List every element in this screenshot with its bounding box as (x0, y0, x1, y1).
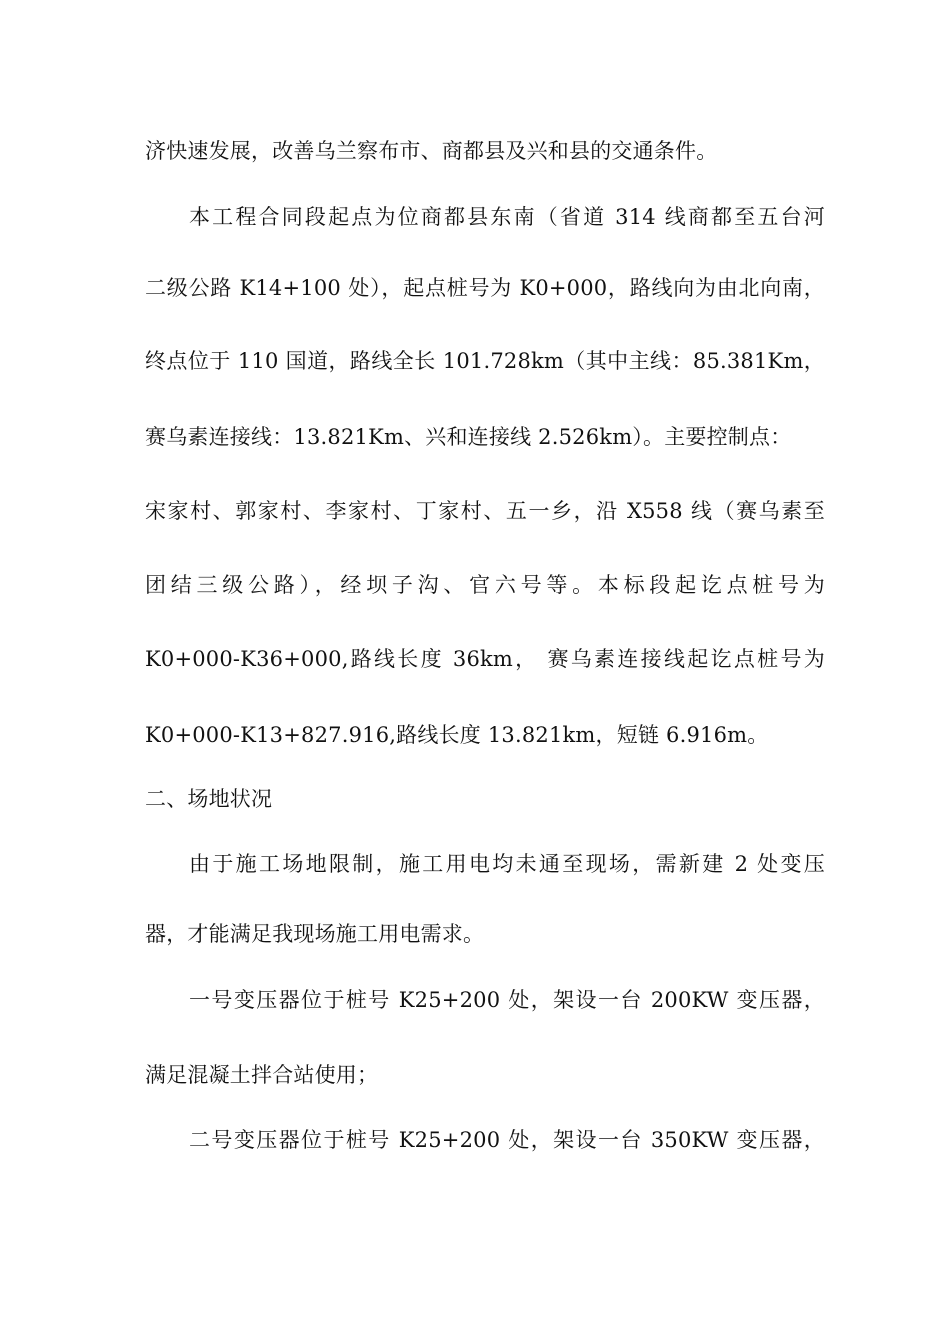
text-line-1: 济快速发展，改善乌兰察布市、商都县及兴和县的交通条件。 (145, 139, 718, 163)
text-line-4: 终点位于 110 国道，路线全长 101.728km（其中主线：85.381Km， (145, 349, 825, 373)
text-line-13: 一号变压器位于桩号 K25+200 处，架设一台 200KW 变压器， (189, 988, 825, 1012)
text-line-14: 满足混凝土拌合站使用； (145, 1063, 379, 1087)
text-line-15: 二号变压器位于桩号 K25+200 处，架设一台 350KW 变压器， (189, 1128, 825, 1152)
section-heading: 二、场地状况 (145, 787, 273, 811)
text-line-6: 宋家村、郭家村、李家村、丁家村、五一乡，沿 X558 线（赛乌素至 (145, 499, 825, 523)
text-line-5: 赛乌素连接线：13.821Km、兴和连接线 2.526km）。主要控制点： (145, 425, 792, 449)
text-line-2: 本工程合同段起点为位商都县东南（省道 314 线商都至五台河 (189, 205, 825, 229)
text-line-9: K0+000-K13+827.916,路线长度 13.821km，短链 6.916m。 (145, 723, 769, 747)
text-line-12: 器，才能满足我现场施工用电需求。 (145, 922, 485, 946)
text-line-11: 由于施工场地限制，施工用电均未通至现场，需新建 2 处变压 (189, 852, 825, 876)
text-line-8: K0+000-K36+000,路线长度 36km， 赛乌素连接线起讫点桩号为 (145, 647, 825, 671)
text-line-3: 二级公路 K14+100 处），起点桩号为 K0+000，路线向为由北向南， (145, 276, 825, 300)
text-line-7: 团结三级公路），经坝子沟、官六号等。本标段起讫点桩号为 (145, 573, 825, 597)
